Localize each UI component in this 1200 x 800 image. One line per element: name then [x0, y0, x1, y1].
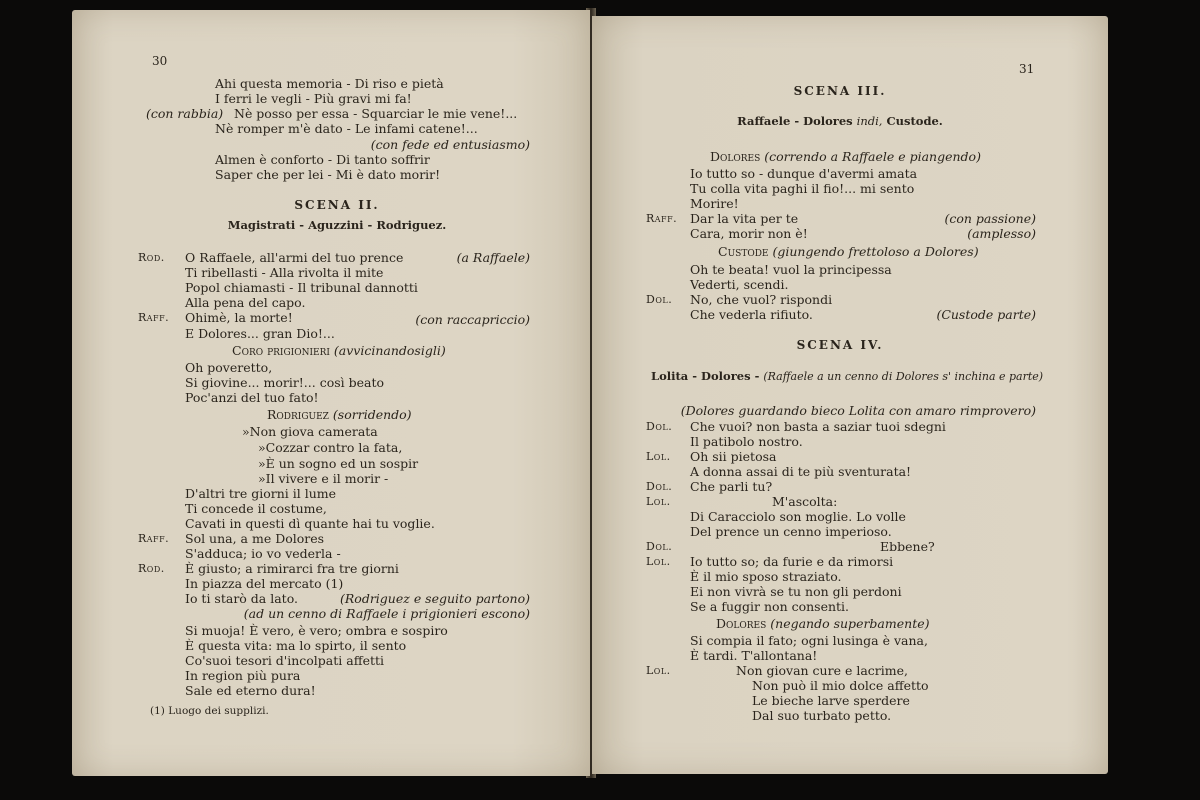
verse-line: Co'suoi tesori d'incolpati affetti: [185, 653, 385, 668]
verse-line: Di Caracciolo son moglie. Lo volle: [690, 509, 906, 524]
scene-title: SCENA III.: [793, 84, 887, 98]
verse-line: Saper che per lei - Mi è dato morir!: [215, 167, 441, 182]
verse-line: In region più pura: [185, 668, 301, 683]
verse-line: È questa vita: ma lo spirto, il sento: [185, 638, 407, 653]
scene-cast: Magistrati - Aguzzini - Rodriguez.: [227, 218, 447, 232]
verse-line: Si compia il fato; ogni lusinga è vana,: [690, 633, 928, 648]
verse-line: È giusto; a rimirarci fra tre giorni: [185, 561, 399, 576]
verse-line: Le bieche larve sperdere: [752, 693, 910, 708]
verse-line: Sale ed eterno dura!: [185, 683, 316, 698]
verse-line: Cara, morir non è!: [690, 226, 808, 241]
verse-line: Poc'anzi del tuo fato!: [185, 390, 319, 405]
character-heading: Dolores (negando superbamente): [716, 616, 930, 631]
verse-line: Dar la vita per te: [690, 211, 799, 226]
speaker-label: Raff.: [138, 311, 170, 324]
speaker-label: Rod.: [138, 562, 165, 575]
speaker-label: Raff.: [138, 532, 170, 545]
verse-line: Dal suo turbato petto.: [752, 708, 892, 723]
verse-line: No, che vuol? rispondi: [690, 292, 833, 307]
verse-line: »Cozzar contro la fata,: [258, 440, 403, 455]
verse-line: Ti ribellasti - Alla rivolta il mite: [185, 265, 384, 280]
stage-direction: (con raccapriccio): [415, 312, 530, 327]
verse-line: Popol chiamasti - Il tribunal dannotti: [185, 280, 418, 295]
stage-direction: (ad un cenno di Raffaele i prigionieri escono): [243, 606, 530, 621]
verse-line: I ferri le vegli - Più gravi mi fa!: [215, 91, 412, 106]
verse-line: A donna assai di te più sventurata!: [690, 464, 912, 479]
verse-line: Io ti starò da lato.: [185, 591, 298, 606]
verse-line: Il patibolo nostro.: [690, 434, 803, 449]
stage-direction: (a Raffaele): [456, 250, 530, 265]
stage-direction: (con fede ed entusiasmo): [370, 137, 530, 152]
verse-line: »Non giova camerata: [242, 424, 378, 439]
verse-line: Ohimè, la morte!: [185, 310, 293, 325]
verse-line: Io tutto so; da furie e da rimorsi: [690, 554, 894, 569]
character-heading: Rodriguez (sorridendo): [267, 407, 412, 422]
speaker-label: Lol.: [646, 555, 671, 568]
verse-line: M'ascolta:: [772, 494, 838, 509]
speaker-label: Rod.: [138, 251, 165, 264]
stage-direction: (con passione): [944, 211, 1036, 226]
verse-line: D'altri tre giorni il lume: [185, 486, 337, 501]
verse-line: Ti concede il costume,: [185, 501, 327, 516]
footnote: (1) Luogo dei supplizi.: [150, 705, 269, 717]
speaker-label: Dol.: [646, 540, 673, 553]
scene-cast: Lolita - Dolores - (Raffaele a un cenno di Dolores s' inchina e parte): [651, 369, 1044, 383]
scene-title: SCENA II.: [294, 198, 380, 212]
verse-line: Del prence un cenno imperioso.: [690, 524, 892, 539]
verse-line: Si giovine... morir!... così beato: [185, 375, 385, 390]
verse-line: Tu colla vita paghi il fio!... mi sento: [690, 181, 915, 196]
verse-line: O Raffaele, all'armi del tuo prence: [185, 250, 404, 265]
verse-line: Vederti, scendi.: [690, 277, 789, 292]
verse-line: Oh sii pietosa: [690, 449, 777, 464]
verse-line: Nè posso per essa - Squarciar le mie vene!...: [234, 106, 518, 121]
stage-direction: (Rodriguez e seguito partono): [340, 591, 530, 606]
verse-line: È tardi. T'allontana!: [690, 648, 818, 663]
left-page: [72, 10, 590, 776]
verse-line: Non può il mio dolce affetto: [752, 678, 929, 693]
speaker-label: Lol.: [646, 664, 671, 677]
verse-line: Alla pena del capo.: [185, 295, 306, 310]
speaker-label: Raff.: [646, 212, 678, 225]
verse-line: Morire!: [690, 196, 739, 211]
verse-line: Oh poveretto,: [185, 360, 273, 375]
verse-line: »Il vivere e il morir -: [258, 471, 389, 486]
verse-line: Che vuoi? non basta a saziar tuoi sdegni: [690, 419, 946, 434]
page-number: 30: [152, 54, 168, 68]
speaker-label: Lol.: [646, 495, 671, 508]
stage-direction: (con rabbia): [146, 106, 224, 121]
verse-line: Nè romper m'è dato - Le infami catene!...: [215, 121, 478, 136]
verse-line: Ebbene?: [880, 539, 935, 554]
verse-line: »È un sogno ed un sospir: [258, 456, 419, 471]
character-heading: Dolores (correndo a Raffaele e piangendo): [710, 149, 981, 164]
verse-line: Cavati in questi dì quante hai tu voglie.: [185, 516, 435, 531]
verse-line: In piazza del mercato (1): [185, 576, 344, 591]
verse-line: Oh te beata! vuol la principessa: [690, 262, 892, 277]
speaker-label: Lol.: [646, 450, 671, 463]
right-page: [592, 16, 1108, 774]
verse-line: Almen è conforto - Di tanto soffrir: [215, 152, 430, 167]
page-number: 31: [1019, 62, 1035, 76]
speaker-label: Dol.: [646, 420, 673, 433]
verse-line: Sol una, a me Dolores: [185, 531, 325, 546]
verse-line: Ahi questa memoria - Di riso e pietà: [215, 76, 444, 91]
speaker-label: Dol.: [646, 480, 673, 493]
verse-line: Io tutto so - dunque d'avermi amata: [690, 166, 918, 181]
verse-line: Che parli tu?: [690, 479, 773, 494]
scene-title: SCENA IV.: [796, 338, 884, 352]
verse-line: Non giovan cure e lacrime,: [736, 663, 908, 678]
scene-cast: Raffaele - Dolores indi, Custode.: [737, 114, 943, 128]
verse-line: Se a fuggir non consenti.: [690, 599, 850, 614]
verse-line: Ei non vivrà se tu non gli perdoni: [690, 584, 902, 599]
speaker-label: Dol.: [646, 293, 673, 306]
character-heading: Custode (giungendo frettoloso a Dolores): [718, 244, 979, 259]
verse-line: È il mio sposo straziato.: [690, 569, 842, 584]
stage-direction: (amplesso): [967, 226, 1036, 241]
verse-line: Si muoja! È vero, è vero; ombra e sospiro: [185, 623, 448, 638]
stage-direction: (Dolores guardando bieco Lolita con amaro rimprovero): [680, 403, 1036, 418]
character-heading: Coro prigionieri (avvicinandosigli): [232, 343, 446, 358]
verse-line: Che vederla rifiuto.: [690, 307, 813, 322]
stage-direction: (Custode parte): [936, 307, 1036, 322]
verse-line: E Dolores... gran Dio!...: [185, 326, 335, 341]
verse-line: S'adduca; io vo vederla -: [185, 546, 341, 561]
